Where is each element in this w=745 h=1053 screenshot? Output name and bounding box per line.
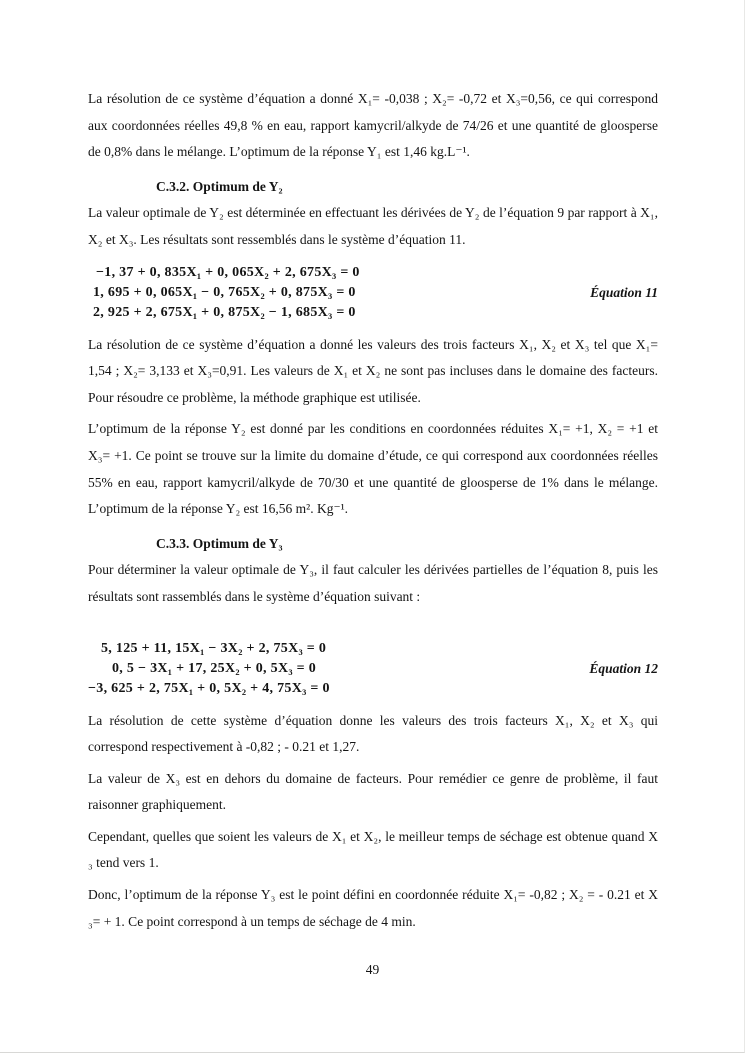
section-c33-paragraph-5: Donc, l’optimum de la réponse Y₃ est le point défini en coordonnée réduite X₁= -0,82 ; X₂ = - 0.21 et X ₃= + 1. Ce point correspond à un temps de séchage de 4 min. (88, 887, 658, 929)
equation-11-line-3: 2, 925 + 2, 675X₁ + 0, 875X₂ − 1, 685X₃ = 0 (93, 304, 356, 320)
equation-11-block (88, 263, 658, 323)
equation-11-line-2: 1, 695 + 0, 065X₁ − 0, 765X₂ + 0, 875X₃ = 0 (93, 284, 356, 300)
intro-paragraph: La résolution de ce système d’équation a donné X₁= -0,038 ; X₂= -0,72 et X₃=0,56, ce qui correspond aux coordonnées réelles 49,8 % en eau, rapport kamycril/alkyde de 74/26 et une quantité de gloosperse de 0,8% dans le mélange. L’optimum de la réponse Y₁ est 1,46 kg.L⁻¹. (88, 91, 658, 160)
equation-12-block (88, 639, 658, 699)
spacer (88, 616, 658, 630)
section-heading-c32: C.3.2. Optimum de Y₂ (156, 178, 283, 194)
section-c33-paragraph-2: La résolution de cette système d’équation donne les valeurs des trois facteurs X₁, X₂ et X₃ qui correspond respectivement à -0,82 ; - 0.21 et 1,27. (88, 712, 658, 755)
equation-11-label: Équation 11 (590, 284, 658, 300)
section-c32-paragraph-3: L’optimum de la réponse Y₂ est donné par les conditions en coordonnées réduites X₁= +1, X₂ = +1 et X₃= +1. Ce point se trouve sur la limite du domaine d’étude, ce qui correspond aux coordonnées réelles 55% en eau, rapport kamycril/alkyde de 70/30 et une quantité de gloosperse de 1% dans le mélange. L’optimum de la réponse Y₂ est 16,56 m². Kg⁻¹. (88, 421, 658, 517)
section-c32-paragraph-2: La résolution de ce système d’équation a donné les valeurs des trois facteurs X₁, X₂ et X₃ tel que X₁= 1,54 ; X₂= 3,133 et X₃=0,91. Les valeurs de X₁ et X₂ ne sont pas incluses dans le domaine des facteurs. Pour résoudre ce problème, la méthode graphique est utilisée. (88, 336, 658, 405)
page-content (88, 86, 658, 940)
section-c32-paragraph-1: La valeur optimale de Y₂ est déterminée en effectuant les dérivées de Y₂ de l’équation 9 par rapport à X₁, X₂ et X₃. Les résultats sont ressemblés dans le système d’équation 11. (88, 205, 658, 247)
section-c33-paragraph-3: La valeur de X₃ est en dehors du domaine de facteurs. Pour remédier ce genre de problème, il faut raisonner graphiquement. (88, 770, 658, 813)
section-c33-paragraph-4: Cependant, quelles que soient les valeurs de X₁ et X₂, le meilleur temps de séchage est obtenue quand X ₃ tend vers 1. (88, 828, 658, 871)
page-number: 49 (365, 962, 380, 977)
section-c33-paragraph-1: Pour déterminer la valeur optimale de Y₃, il faut calculer les dérivées partielles de l’équation 8, puis les résultats sont rassemblés dans le système d’équation suivant : (88, 562, 658, 604)
equation-12-line-3: −3, 625 + 2, 75X₁ + 0, 5X₂ + 4, 75X₃ = 0 (88, 680, 330, 696)
equation-12-label: Équation 12 (589, 660, 658, 676)
equation-11-line-1: −1, 37 + 0, 835X₁ + 0, 065X₂ + 2, 675X₃ = 0 (96, 264, 360, 280)
equation-12-line-2: 0, 5 − 3X₁ + 17, 25X₂ + 0, 5X₃ = 0 (112, 660, 317, 676)
equation-12-line-1: 5, 125 + 11, 15X₁ − 3X₂ + 2, 75X₃ = 0 (101, 640, 327, 656)
section-heading-c33: C.3.3. Optimum de Y₃ (156, 535, 283, 551)
